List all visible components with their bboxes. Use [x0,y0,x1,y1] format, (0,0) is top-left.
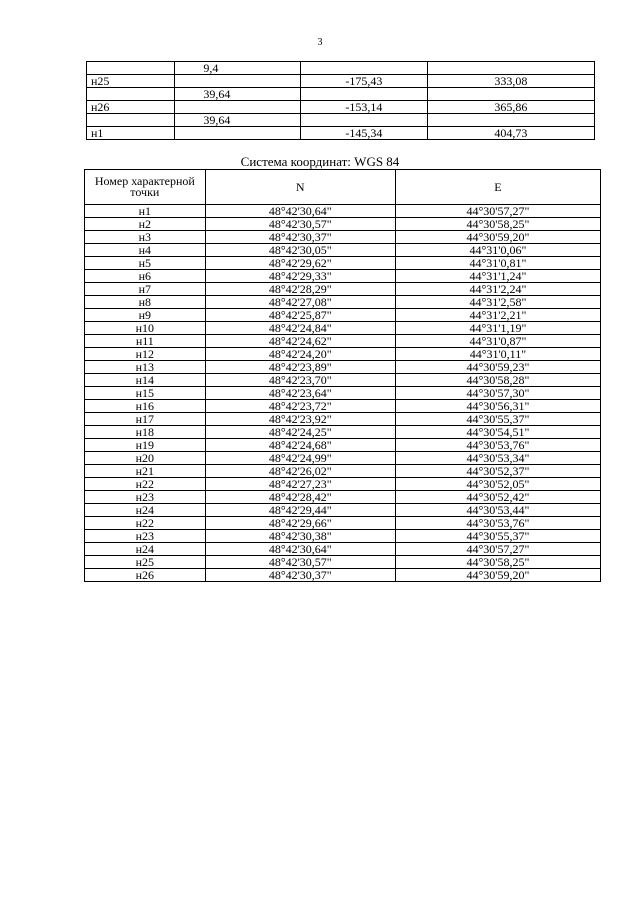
cell-longitude: 44°30'53,34" [395,452,600,465]
distance-row [87,114,595,127]
cell-point: н13 [85,361,206,374]
cell-point: н14 [85,374,206,387]
cell-longitude: 44°30'56,31" [395,400,600,413]
cell-empty [87,114,175,127]
table-row [85,244,601,257]
cell-latitude: 48°42'30,64" [205,543,395,556]
cell-latitude: 48°42'29,66" [205,517,395,530]
cell-latitude: 48°42'30,64" [205,205,395,218]
cell-point: н15 [85,387,206,400]
cell-value: 39,64 [175,88,301,101]
cell-latitude: 48°42'24,25" [205,426,395,439]
table-row [85,348,601,361]
table-row [85,387,601,400]
cell-latitude: 48°42'23,72" [205,400,395,413]
cell-point: н21 [85,465,206,478]
cell-empty [175,75,301,88]
cell-latitude: 48°42'30,37" [205,569,395,582]
cell-point: н1 [87,127,175,140]
cell-point: н25 [87,75,175,88]
coordinates-fragment-table [86,61,595,140]
cell-latitude: 48°42'23,64" [205,387,395,400]
table-row [85,504,601,517]
cell-point: н22 [85,517,206,530]
cell-point: н22 [85,478,206,491]
cell-empty [87,62,175,75]
header-longitude: E [395,170,600,205]
cell-longitude: 44°30'52,37" [395,465,600,478]
cell-latitude: 48°42'30,05" [205,244,395,257]
cell-latitude: 48°42'28,29" [205,283,395,296]
point-row [87,101,595,114]
cell-latitude: 48°42'26,02" [205,465,395,478]
cell-value: 9,4 [175,62,301,75]
cell-longitude: 44°31'2,21" [395,309,600,322]
cell-x: -145,34 [301,127,428,140]
cell-point: н3 [85,231,206,244]
cell-latitude: 48°42'28,42" [205,491,395,504]
table-row [85,465,601,478]
cell-latitude: 48°42'24,68" [205,439,395,452]
cell-latitude: 48°42'27,08" [205,296,395,309]
cell-longitude: 44°30'53,76" [395,517,600,530]
table-row [85,270,601,283]
table-row [85,400,601,413]
cell-latitude: 48°42'29,33" [205,270,395,283]
table-row [85,257,601,270]
cell-point: н24 [85,543,206,556]
table-row [85,283,601,296]
cell-y: 365,86 [427,101,594,114]
cell-longitude: 44°30'57,30" [395,387,600,400]
cell-point: н10 [85,322,206,335]
cell-point: н7 [85,283,206,296]
cell-latitude: 48°42'30,57" [205,556,395,569]
header-point-number: Номер характерной точки [85,170,206,205]
cell-latitude: 48°42'23,89" [205,361,395,374]
cell-longitude: 44°30'57,27" [395,543,600,556]
cell-point: н23 [85,491,206,504]
cell-point: н4 [85,244,206,257]
cell-empty [175,101,301,114]
cell-longitude: 44°30'52,05" [395,478,600,491]
cell-latitude: 48°42'27,23" [205,478,395,491]
table-row [85,426,601,439]
cell-point: н6 [85,270,206,283]
cell-longitude: 44°31'1,24" [395,270,600,283]
cell-longitude: 44°31'2,58" [395,296,600,309]
table-row [85,517,601,530]
cell-longitude: 44°30'58,25" [395,218,600,231]
cell-longitude: 44°30'55,37" [395,530,600,543]
cell-longitude: 44°31'0,87" [395,335,600,348]
table-row [85,491,601,504]
cell-longitude: 44°31'0,81" [395,257,600,270]
cell-point: н2 [85,218,206,231]
table-row [85,309,601,322]
cell-point: н20 [85,452,206,465]
cell-point: н18 [85,426,206,439]
cell-empty [301,62,428,75]
cell-point: н11 [85,335,206,348]
cell-longitude: 44°31'0,06" [395,244,600,257]
cell-y: 333,08 [427,75,594,88]
cell-longitude: 44°31'0,11" [395,348,600,361]
cell-longitude: 44°30'53,76" [395,439,600,452]
cell-point: н12 [85,348,206,361]
wgs84-coordinates-table [84,169,601,582]
table-row [85,543,601,556]
cell-empty [175,127,301,140]
cell-y: 404,73 [427,127,594,140]
table-row [85,361,601,374]
header-latitude: N [205,170,395,205]
table-row [85,556,601,569]
table-row [85,374,601,387]
cell-point: н26 [87,101,175,114]
cell-point: н16 [85,400,206,413]
cell-longitude: 44°30'54,51" [395,426,600,439]
cell-point: н5 [85,257,206,270]
cell-x: -175,43 [301,75,428,88]
table-row [85,452,601,465]
cell-latitude: 48°42'23,92" [205,413,395,426]
cell-value: 39,64 [175,114,301,127]
wgs-system-title: Система координат: WGS 84 [240,154,400,169]
cell-point: н19 [85,439,206,452]
cell-x: -153,14 [301,101,428,114]
cell-longitude: 44°31'1,19" [395,322,600,335]
cell-longitude: 44°30'59,23" [395,361,600,374]
cell-point: н1 [85,205,206,218]
distance-row [87,88,595,101]
page-number: 3 [317,37,323,48]
table-row [85,296,601,309]
table-row [85,322,601,335]
cell-latitude: 48°42'30,37" [205,231,395,244]
cell-point: н26 [85,569,206,582]
cell-empty [301,114,428,127]
table-row [85,218,601,231]
cell-longitude: 44°30'55,37" [395,413,600,426]
cell-longitude: 44°30'59,20" [395,231,600,244]
table-row [85,569,601,582]
cell-empty [427,88,594,101]
cell-latitude: 48°42'29,62" [205,257,395,270]
cell-latitude: 48°42'24,62" [205,335,395,348]
cell-latitude: 48°42'24,99" [205,452,395,465]
cell-point: н9 [85,309,206,322]
cell-latitude: 48°42'30,57" [205,218,395,231]
table-row [85,205,601,218]
table-row [85,478,601,491]
distance-row [87,62,595,75]
cell-empty [427,114,594,127]
cell-empty [427,62,594,75]
cell-point: н23 [85,530,206,543]
cell-longitude: 44°30'53,44" [395,504,600,517]
cell-longitude: 44°30'58,28" [395,374,600,387]
cell-longitude: 44°30'59,20" [395,569,600,582]
cell-longitude: 44°30'57,27" [395,205,600,218]
table-row [85,530,601,543]
cell-latitude: 48°42'29,44" [205,504,395,517]
cell-latitude: 48°42'30,38" [205,530,395,543]
point-row [87,75,595,88]
table-row [85,335,601,348]
cell-latitude: 48°42'25,87" [205,309,395,322]
cell-latitude: 48°42'24,84" [205,322,395,335]
cell-point: н8 [85,296,206,309]
cell-point: н25 [85,556,206,569]
cell-latitude: 48°42'23,70" [205,374,395,387]
cell-point: н24 [85,504,206,517]
table-row [85,231,601,244]
cell-empty [87,88,175,101]
cell-longitude: 44°30'52,42" [395,491,600,504]
cell-empty [301,88,428,101]
point-row [87,127,595,140]
cell-latitude: 48°42'24,20" [205,348,395,361]
table-header-row [85,170,601,205]
cell-longitude: 44°31'2,24" [395,283,600,296]
cell-point: н17 [85,413,206,426]
table-row [85,439,601,452]
table-row [85,413,601,426]
cell-longitude: 44°30'58,25" [395,556,600,569]
